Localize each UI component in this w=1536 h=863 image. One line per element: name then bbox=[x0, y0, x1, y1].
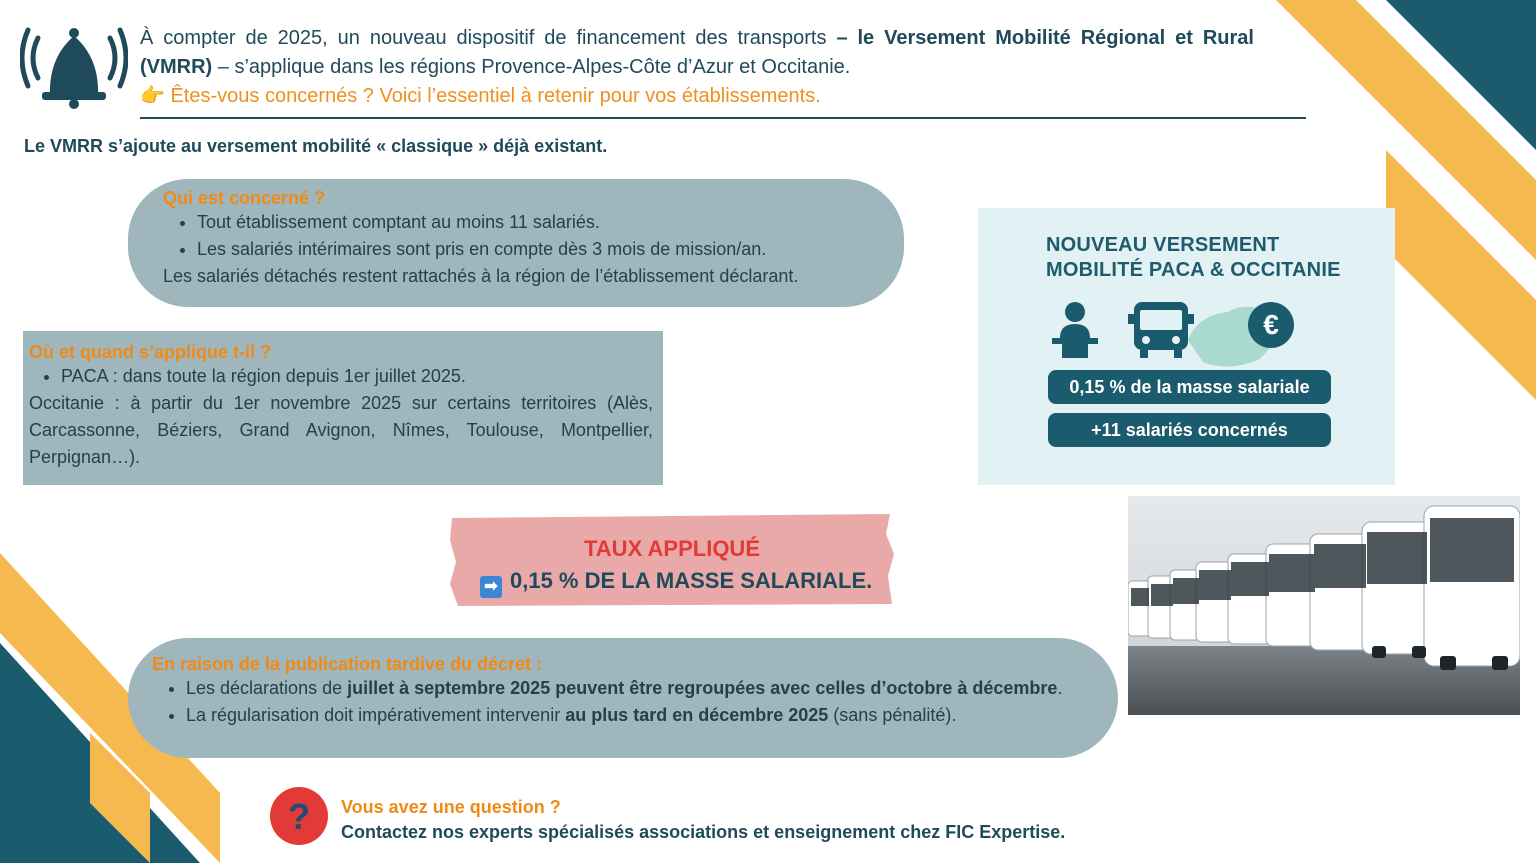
question-mark-icon bbox=[268, 785, 330, 847]
bell-ringing-icon bbox=[20, 18, 128, 110]
svg-text:€: € bbox=[1263, 309, 1279, 340]
intro-call-to-action: Êtes-vous concernés ? Voici l’essentiel à retenir pour vos établissements. bbox=[170, 85, 821, 107]
header-divider bbox=[140, 117, 1306, 119]
list-item: • PACA : dans toute la région depuis 1er juillet 2025. bbox=[61, 363, 653, 390]
rate-title: TAUX APPLIQUÉ bbox=[583, 536, 760, 561]
decree-b1-bold: juillet à septembre 2025 peuvent être regroupées avec celles d’octobre à décembre bbox=[347, 678, 1058, 698]
decree-title: En raison de la publication tardive du décret : bbox=[152, 654, 543, 674]
page-subtitle: Le VMRR s’ajoute au versement mobilité « classique » déjà existant. bbox=[24, 136, 608, 156]
contact-block bbox=[341, 797, 1065, 843]
list-item bbox=[186, 702, 1102, 729]
rate-value-line bbox=[480, 568, 872, 598]
contact-line: Contactez nos experts spécialisés associations et enseignement chez FIC Expertise. bbox=[341, 822, 1066, 842]
card-rate-pill: 0,15 % de la masse salariale bbox=[1048, 370, 1331, 404]
card-employees-pill: +11 salariés concernés bbox=[1048, 413, 1331, 447]
card-title bbox=[1046, 233, 1341, 283]
question-glyph: ? bbox=[288, 796, 310, 837]
where-title: Où et quand s’applique t-il ? bbox=[29, 342, 271, 362]
buses-photo bbox=[1128, 496, 1520, 715]
decree-b2-end: (sans pénalité). bbox=[828, 705, 957, 725]
where-note: Occitanie : à partir du 1er novembre 2025 sur certains territoires (Alès, Carcassonne, Béziers, Grand Avignon, Nîmes, Toulouse, Montpellier, Perpignan…). bbox=[29, 393, 653, 467]
right-arrow-icon: ➡ bbox=[480, 576, 502, 598]
decree-box bbox=[128, 638, 1118, 758]
intro-text-end: – s’applique dans les régions Provence-Alpes-Côte d’Azur et Occitanie. bbox=[212, 56, 851, 78]
card-title-line2: MOBILITÉ PACA & OCCITANIE bbox=[1046, 259, 1341, 281]
intro-bold-text: – le Versement Mobilité Régional et Rural (VMRR) bbox=[140, 27, 1254, 78]
intro-text: À compter de 2025, un nouveau dispositif de financement des transports bbox=[140, 27, 837, 49]
employee-desk-icon bbox=[1050, 298, 1100, 358]
euro-icon bbox=[1246, 300, 1296, 350]
where-when-box bbox=[23, 331, 663, 485]
list-item: • Les salariés intérimaires sont pris en compte dès 3 mois de mission/an. bbox=[197, 236, 883, 263]
rate-value: 0,15 % DE LA MASSE SALARIALE. bbox=[510, 568, 873, 593]
bus-icon bbox=[1128, 300, 1194, 360]
mobility-infographic-card bbox=[978, 208, 1395, 485]
decree-b2-text: La régularisation doit impérativement intervenir bbox=[186, 705, 566, 725]
pointing-hand-icon: 👉 bbox=[140, 85, 165, 107]
decree-b1-end: . bbox=[1057, 678, 1063, 698]
decree-b2-bold: au plus tard en décembre 2025 bbox=[565, 705, 829, 725]
who-concerned-box bbox=[128, 179, 904, 307]
card-title-line1: NOUVEAU VERSEMENT bbox=[1046, 234, 1280, 256]
list-item bbox=[186, 675, 1102, 702]
intro-paragraph bbox=[140, 24, 1254, 111]
list-item: • Tout établissement comptant au moins 11 salariés. bbox=[197, 209, 883, 236]
contact-question: Vous avez une question ? bbox=[341, 797, 561, 817]
who-title: Qui est concerné ? bbox=[163, 188, 326, 208]
who-note: Les salariés détachés restent rattachés à la région de l’établissement déclarant. bbox=[163, 266, 799, 286]
rate-banner bbox=[450, 514, 894, 606]
decree-b1-text: Les déclarations de bbox=[186, 678, 348, 698]
